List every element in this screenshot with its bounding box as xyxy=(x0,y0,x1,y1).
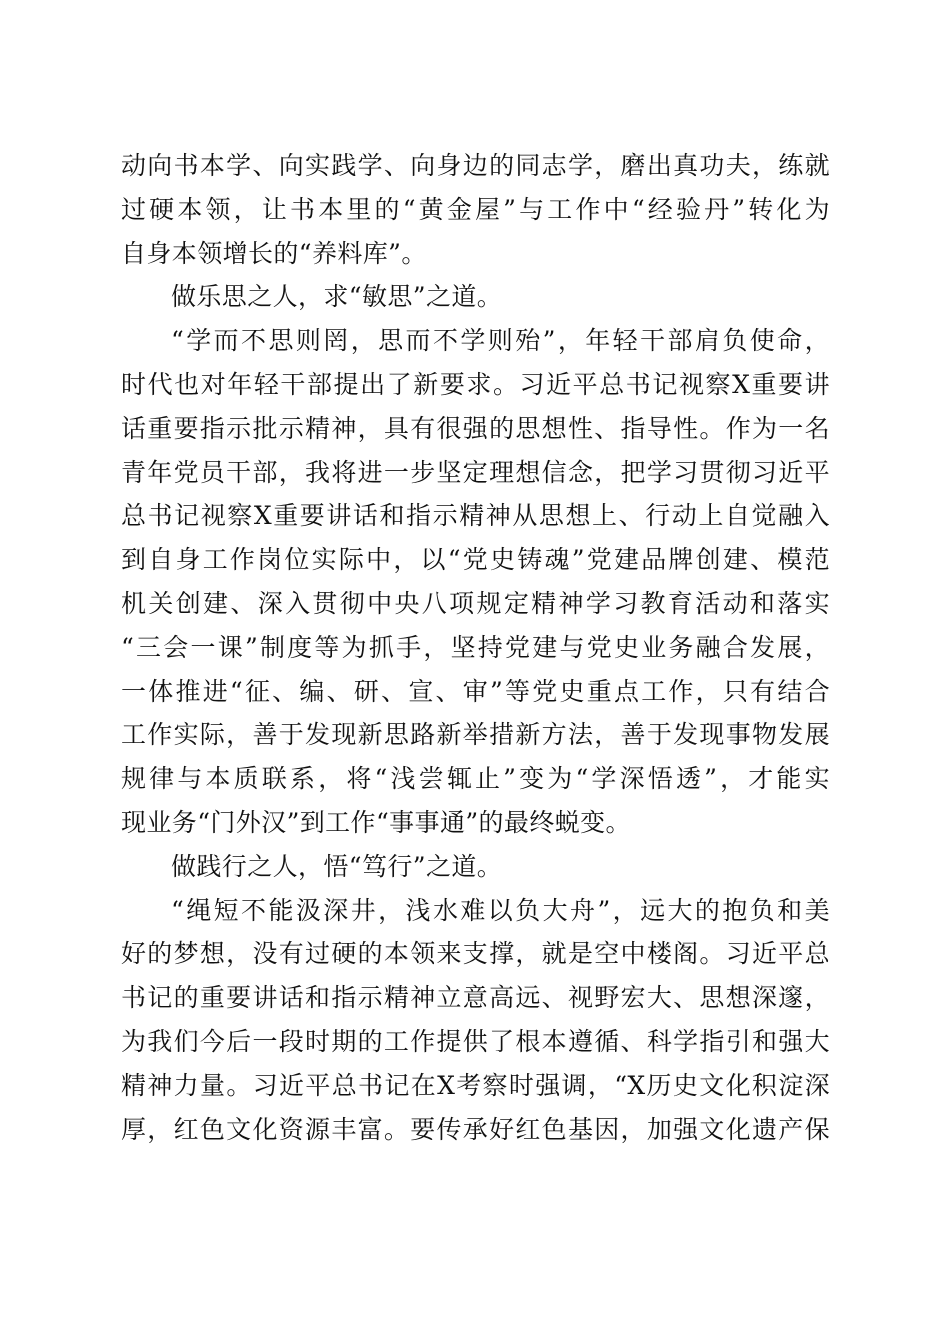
text-line: 现业务“门外汉”到工作“事事通”的最终蜕变。 xyxy=(121,807,631,837)
text-line: 总书记视察X重要讲话和指示精神从思想上、行动上自觉融入 xyxy=(121,501,830,531)
text-line: 时代也对年轻干部提出了新要求。习近平总书记视察X重要讲 xyxy=(121,369,830,399)
text-line: 规律与本质联系，将“浅尝辄止”变为“学深悟透”，才能实 xyxy=(121,764,830,794)
text-line: “学而不思则罔，思而不学则殆”，年轻干部肩负使命， xyxy=(171,326,830,356)
text-line: 过硬本领，让书本里的“黄金屋”与工作中“经验丹”转化为 xyxy=(121,194,830,224)
text-line: 为我们今后一段时期的工作提供了根本遵循、科学指引和强大 xyxy=(121,1026,830,1056)
text-line: 工作实际，善于发现新思路新举措新方法，善于发现事物发展 xyxy=(121,720,830,750)
text-line: 动向书本学、向实践学、向身边的同志学，磨出真功夫，练就 xyxy=(121,151,830,180)
text-line: 厚，红色文化资源丰富。要传承好红色基因，加强文化遗产保 xyxy=(121,1114,830,1144)
text-line: 一体推进“征、编、研、宣、审”等党史重点工作，只有结合 xyxy=(121,676,830,706)
section-heading: 做乐思之人，求“敏思”之道。 xyxy=(171,282,503,312)
text-line: 书记的重要讲话和指示精神立意高远、视野宏大、思想深邃， xyxy=(121,983,830,1013)
text-line: 话重要指示批示精神，具有很强的思想性、指导性。作为一名 xyxy=(121,413,830,443)
text-line: 到自身工作岗位实际中，以“党史铸魂”党建品牌创建、模范 xyxy=(121,545,830,575)
text-line: “绳短不能汲深井，浅水难以负大舟”，远大的抱负和美 xyxy=(171,895,830,925)
section-heading: 做践行之人，悟“笃行”之道。 xyxy=(171,851,503,881)
text-line: 青年党员干部，我将进一步坚定理想信念，把学习贯彻习近平 xyxy=(121,457,830,487)
text-line: 精神力量。习近平总书记在X考察时强调，“X历史文化积淀深 xyxy=(121,1070,830,1100)
text-line: 好的梦想，没有过硬的本领来支撑，就是空中楼阁。习近平总 xyxy=(121,939,830,969)
text-line: “三会一课”制度等为抓手，坚持党建与党史业务融合发展， xyxy=(121,632,830,662)
text-line: 机关创建、深入贯彻中央八项规定精神学习教育活动和落实 xyxy=(121,588,830,618)
text-line: 自身本领增长的“养料库”。 xyxy=(121,238,427,268)
document-body xyxy=(121,144,830,1151)
